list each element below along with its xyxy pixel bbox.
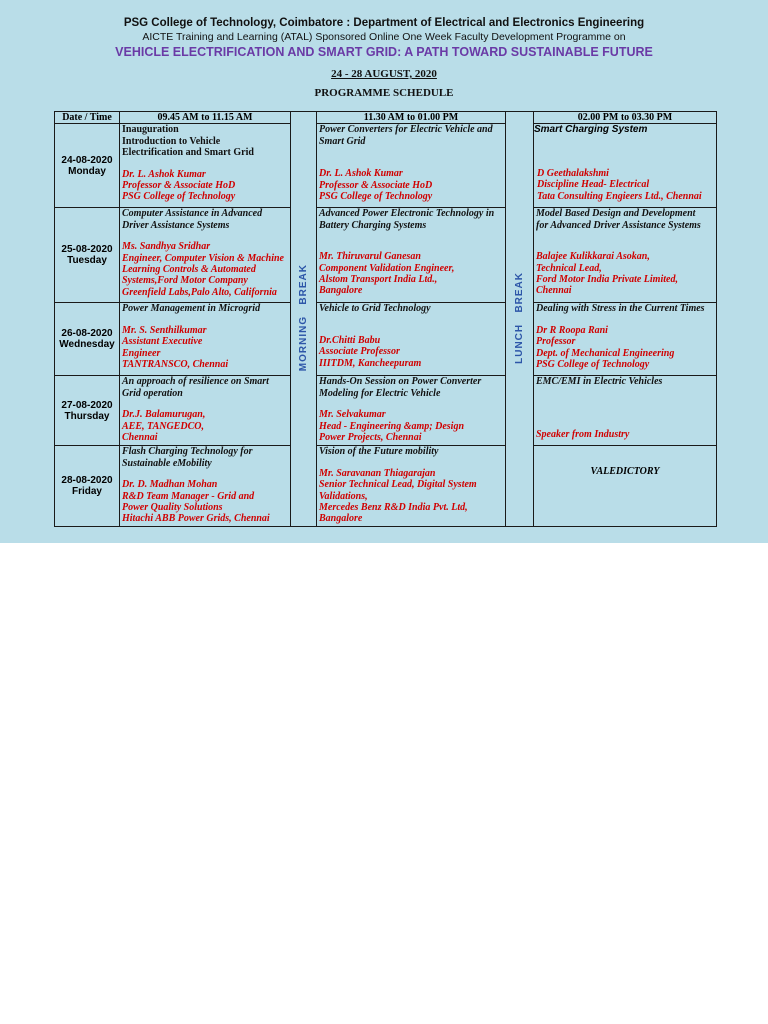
date-text: 25-08-2020 — [61, 244, 113, 255]
date-cell — [55, 446, 120, 527]
session-speaker: Balajee Kulikkarai Asokan, Technical Lead, Ford Motor India Private Limited, Chennai — [536, 251, 678, 297]
session-title: Vision of the Future mobility — [319, 446, 439, 458]
date-text: 27-08-2020 — [61, 399, 113, 411]
session-title: Inauguration Introduction to Vehicle Electrification and Smart Grid — [122, 124, 254, 159]
session1-cell — [120, 376, 291, 446]
session-title: Model Based Design and Development for Advanced Driver Assistance Systems — [536, 208, 701, 231]
session3-cell — [534, 208, 717, 303]
table-row — [55, 303, 717, 376]
session-title: Advanced Power Electronic Technology in Battery Charging Systems — [319, 208, 495, 231]
lunch-break-column — [506, 112, 534, 527]
table-row — [55, 124, 717, 208]
day-text: Tuesday — [67, 255, 107, 267]
session-speaker: Mr. S. Senthilkumar Assistant Executive Engineer TANTRANSCO, Chennai — [122, 324, 229, 371]
day-text: Thursday — [64, 410, 110, 422]
schedule-heading: PROGRAMME SCHEDULE — [314, 87, 454, 99]
col-header-session2: 11.30 AM to 01.00 PM — [317, 112, 506, 124]
col-header-session1: 09.45 AM to 11.15 AM — [120, 112, 291, 124]
session-speaker: Dr. D. Madhan Mohan R&D Team Manager - Grid and Power Quality Solutions Hitachi ABB Power Grids, Chennai — [122, 479, 270, 525]
table-row — [55, 208, 717, 303]
lunch-break-label: LUNCH BREAK — [513, 271, 525, 364]
session2-cell — [317, 124, 506, 208]
day-text: Wednesday — [59, 339, 115, 351]
schedule-table — [54, 111, 717, 527]
table-row — [55, 446, 717, 527]
session2-cell — [317, 303, 506, 376]
session-title: An approach of resilience on Smart Grid operation — [122, 376, 269, 399]
morning-break-label: MORNING BREAK — [297, 263, 309, 372]
session-speaker: Dr.Chitti Babu Associate Professor IIITDM, Kancheepuram — [319, 334, 422, 369]
table-header-row — [55, 112, 717, 124]
valedictory-label: VALEDICTORY — [590, 466, 660, 478]
college-department-title: PSG College of Technology, Coimbatore : Department of Electrical and Electronics Engineering — [123, 17, 645, 29]
session-speaker: Dr R Roopa Rani Professor Dept. of Mechanical Engineering PSG College of Technology — [536, 324, 675, 371]
session-speaker: Dr. L. Ashok Kumar Professor & Associate HoD PSG College of Technology — [122, 168, 236, 203]
session-speaker: Dr.J. Balamurugan, AEE, TANGEDCO, Chennai — [122, 409, 206, 444]
session-title: Vehicle to Grid Technology — [319, 303, 431, 315]
session-title: Computer Assistance in Advanced Driver Assistance Systems — [122, 208, 263, 231]
session3-cell — [534, 376, 717, 446]
session-speaker: Ms. Sandhya Sridhar Engineer, Computer Vision & Machine Learning Controls & Automated Systems,Ford Motor Company Greenfield Labs,Palo Alto, California — [122, 241, 284, 298]
session-speaker: Mr. Thiruvarul Ganesan Component Validation Engineer, Alstom Transport India Ltd., Bangalore — [319, 251, 455, 297]
programme-dates: 24 - 28 AUGUST, 2020 — [331, 68, 437, 80]
session1-cell — [120, 303, 291, 376]
session3-cell — [534, 446, 717, 527]
session1-cell — [120, 208, 291, 303]
session-title: Dealing with Stress in the Current Times — [536, 303, 705, 315]
session-speaker: D Geethalakshmi Discipline Head- Electrical Tata Consulting Engieers Ltd., Chennai — [537, 167, 702, 202]
session-title: Smart Charging System — [534, 124, 648, 136]
session-title: Hands-On Session on Power Converter Modeling for Electric Vehicle — [319, 376, 482, 399]
session-speaker: Mr. Selvakumar Head - Engineering &amp; Design Power Projects, Chennai — [319, 409, 465, 444]
session-speaker: Mr. Saravanan Thiagarajan Senior Technical Lead, Digital System Validations, Mercedes Benz R&D India Pvt. Ltd, Bangalore — [319, 467, 477, 525]
date-text: 24-08-2020 — [61, 154, 113, 166]
morning-break-column — [291, 112, 317, 527]
session2-cell — [317, 208, 506, 303]
day-text: Friday — [71, 486, 102, 498]
session3-cell — [534, 303, 717, 376]
session-speaker: Dr. L. Ashok Kumar Professor & Associate HoD PSG College of Technology — [319, 168, 433, 203]
session1-cell — [120, 446, 291, 527]
col-header-date: Date / Time — [55, 112, 120, 124]
session2-cell — [317, 376, 506, 446]
day-text: Monday — [68, 165, 106, 177]
session-speaker: Speaker from Industry — [536, 428, 630, 440]
session-title: Power Converters for Electric Vehicle and Smart Grid — [319, 124, 493, 147]
date-cell — [55, 376, 120, 446]
session-title: EMC/EMI in Electric Vehicles — [536, 376, 663, 388]
programme-theme-title: VEHICLE ELECTRIFICATION AND SMART GRID: A PATH TOWARD SUSTAINABLE FUTURE — [115, 45, 653, 59]
session1-cell — [120, 124, 291, 208]
session-title: Power Management in Microgrid — [122, 303, 261, 315]
table-row — [55, 376, 717, 446]
date-cell — [55, 208, 120, 303]
date-cell — [55, 124, 120, 208]
session-title: Flash Charging Technology for Sustainable eMobility — [122, 446, 253, 469]
col-header-session3: 02.00 PM to 03.30 PM — [534, 112, 717, 124]
date-text: 28-08-2020 — [61, 475, 113, 486]
session3-cell — [534, 124, 717, 208]
session2-cell — [317, 446, 506, 527]
date-text: 26-08-2020 — [61, 328, 113, 339]
programme-sponsor-line: AICTE Training and Learning (ATAL) Sponsored Online One Week Faculty Development Programme on — [142, 31, 626, 43]
date-cell — [55, 303, 120, 376]
